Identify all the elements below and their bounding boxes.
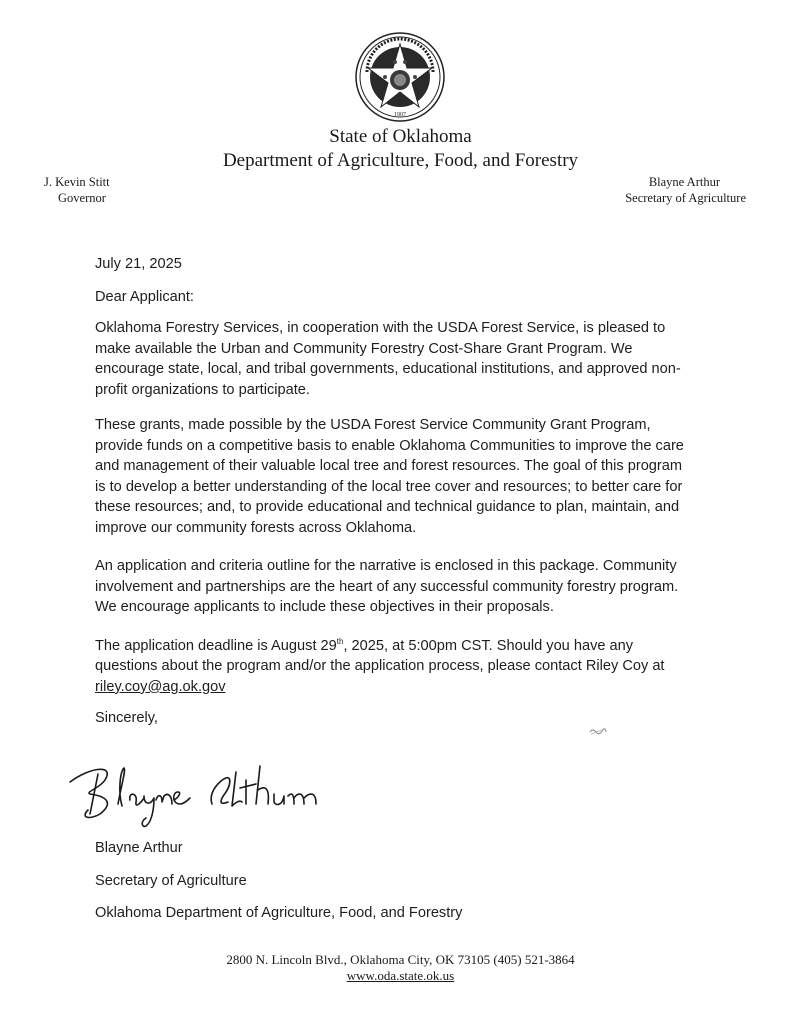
deadline-text-end: , 2025, at 5:00pm CST. Should you have any questions about the program and/or the application process, please contact Riley Coy at [95,637,665,675]
footer-website-link[interactable]: www.oda.state.ok.us [346,968,455,983]
paragraph-intro [95,318,695,400]
paragraph-grant-purpose-text: These grants, made possible by the USDA Forest Service Community Grant Program, provide funds on a competitive basis to enable Oklahoma Communities to improve the care and management of their valuable local tree and forest resources. The goal of this program is to develop a better understanding of the local tree cover and resources; to better care for these resources; and, to provide educational and technical guidance to plan, maintain, and improve our community forests across Oklahoma. [95,417,684,536]
secretary-title: Secretary of Agriculture [625,191,746,205]
paragraph-application-text: An application and criteria outline for the narrative is enclosed in this package. Community involvement and partnerships are the heart of any successful community forestry program. We encourage applicants to include these objectives in their proposals. [95,558,679,615]
signer-name: Blayne Arthur [95,840,183,856]
governor-title: Governor [58,191,106,205]
letterhead-state: State of Oklahoma [329,126,472,147]
contact-email-link[interactable]: riley.coy@ag.ok.gov [95,678,226,695]
paragraph-intro-text: Oklahoma Forestry Services, in cooperation with the USDA Forest Service, is pleased to make available the Urban and Community Forestry Cost-Share Grant Program. We encourage state, local, and tribal governments, educational institutions, and approved non-profit organizations to participate. [95,320,681,398]
signer-title: Secretary of Agriculture [95,873,247,889]
deadline-text-start: The application deadline is August 29 [95,637,337,654]
governor-block [44,174,110,206]
stamp-mark [588,726,608,736]
seal-year: 1907 [394,112,406,118]
deadline-ordinal: th [336,637,344,646]
paragraph-deadline [95,632,695,697]
signer-department: Oklahoma Department of Agriculture, Food, and Forestry [95,905,463,921]
closing: Sincerely, [95,710,158,726]
governor-name: J. Kevin Stitt [44,175,110,189]
state-seal-emblem [355,32,445,122]
letterhead-department: Department of Agriculture, Food, and Forestry [222,150,579,171]
secretary-block [625,174,746,206]
footer-address: 2800 N. Lincoln Blvd., Oklahoma City, OK 73105 (405) 521-3864 [226,952,575,967]
handwritten-signature [60,752,350,832]
letter-date: July 21, 2025 [95,256,182,272]
paragraph-grant-purpose [95,415,695,538]
secretary-name: Blayne Arthur [648,175,720,189]
salutation: Dear Applicant: [95,289,194,305]
paragraph-application [95,556,695,618]
